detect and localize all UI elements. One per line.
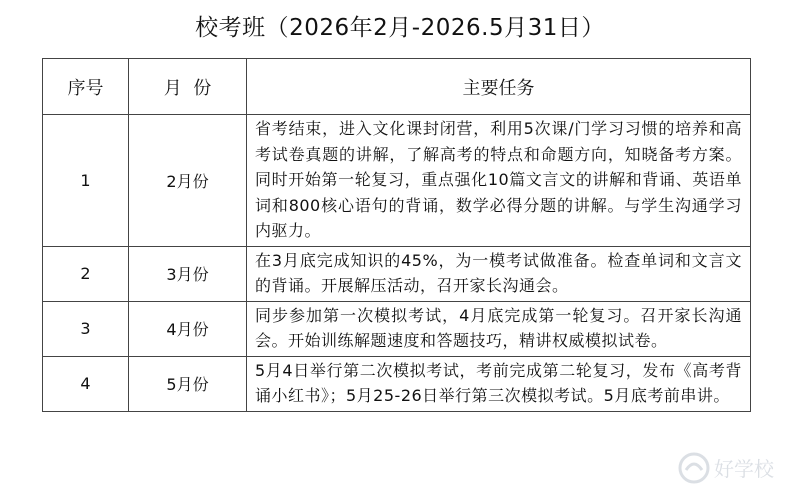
row-number: 4 bbox=[43, 356, 129, 411]
watermark-logo-icon bbox=[676, 448, 786, 488]
table-row bbox=[43, 356, 751, 411]
row-month: 5月份 bbox=[129, 356, 247, 411]
table-header-row bbox=[43, 59, 751, 115]
row-number: 3 bbox=[43, 301, 129, 356]
row-task: 在3月底完成知识的45%，为一模考试做准备。检查单词和文言文的背诵。开展解压活动，召开家长沟通会。 bbox=[247, 246, 751, 301]
row-task: 5月4日举行第二次模拟考试，考前完成第二轮复习，发布《高考背诵小红书》；5月25-26日举行第三次模拟考试。5月底考前串讲。 bbox=[247, 356, 751, 411]
row-month: 4月份 bbox=[129, 301, 247, 356]
watermark-text: 好学校 bbox=[714, 457, 774, 481]
row-task: 同步参加第一次模拟考试，4月底完成第一轮复习。召开家长沟通会。开始训练解题速度和答题技巧，精讲权威模拟试卷。 bbox=[247, 301, 751, 356]
schedule-table bbox=[42, 58, 751, 412]
row-number: 2 bbox=[43, 246, 129, 301]
row-task: 省考结束，进入文化课封闭营，利用5次课/门学习习惯的培养和高考试卷真题的讲解，了解高考的特点和命题方向，知晓备考方案。同时开始第一轮复习，重点强化10篇文言文的讲解和背诵、英语单词和800核心语句的背诵，数学必得分题的讲解。与学生沟通学习内驱力。 bbox=[247, 115, 751, 247]
page-title: 校考班（2026年2月-2026.5月31日） bbox=[195, 15, 605, 41]
table-row bbox=[43, 301, 751, 356]
header-task: 主要任务 bbox=[247, 59, 751, 115]
table-row bbox=[43, 115, 751, 247]
header-number: 序号 bbox=[43, 59, 129, 115]
row-month: 2月份 bbox=[129, 115, 247, 247]
row-month: 3月份 bbox=[129, 246, 247, 301]
table-row bbox=[43, 246, 751, 301]
row-number: 1 bbox=[43, 115, 129, 247]
header-month: 月 份 bbox=[129, 59, 247, 115]
